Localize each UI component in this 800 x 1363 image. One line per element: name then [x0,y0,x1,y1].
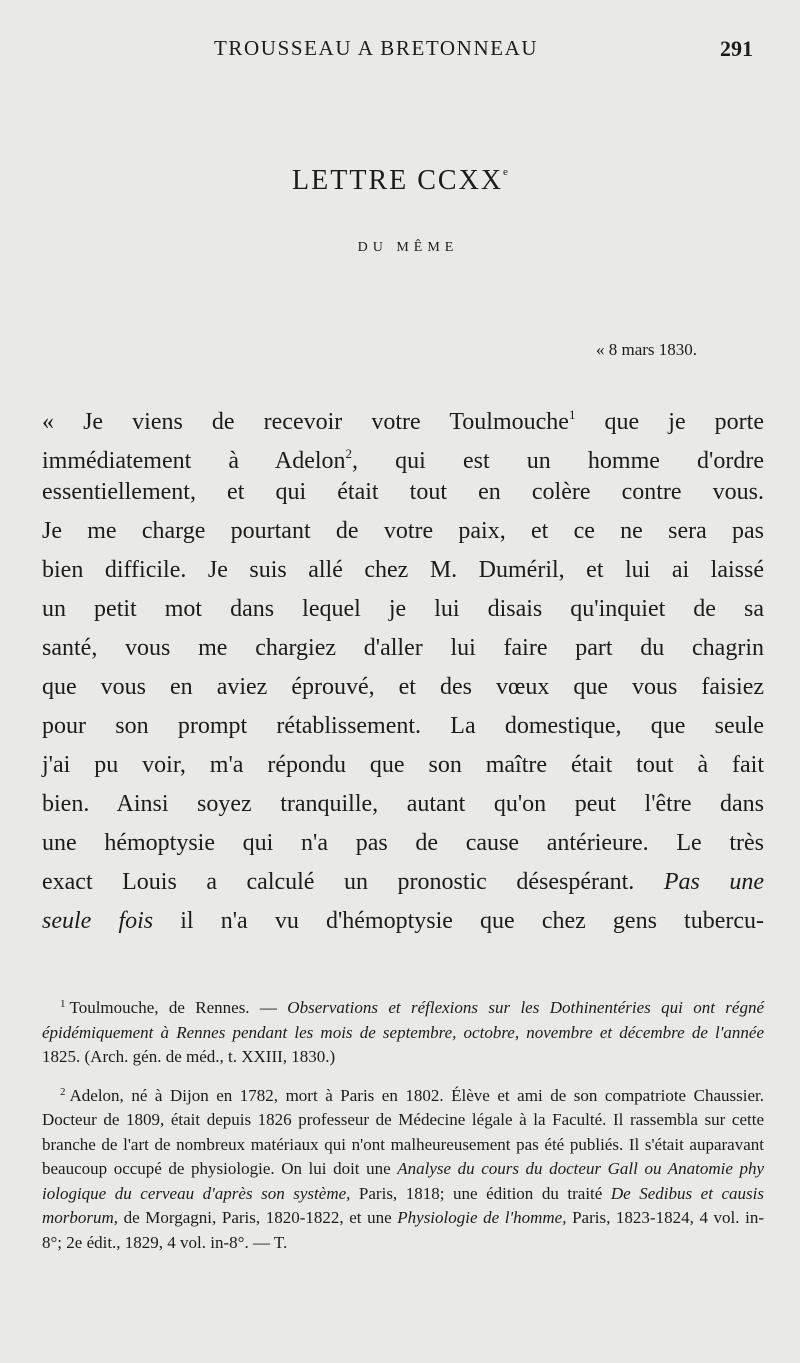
body-line: Je me charge pourtant de votre paix, et ce ne sera pas [42,518,764,544]
running-title: TROUSSEAU A BRETONNEAU [214,36,539,60]
body-line: santé, vous me chargiez d'aller lui faire part du chagrin [42,635,764,661]
body-line [42,434,764,473]
footnote-2 [42,1080,764,1256]
footnote-1 [42,992,764,1070]
body-line: que vous en aviez éprouvé, et des vœux que vous faisiez [42,674,764,700]
footnote-italic: Analyse du cours du docteur Gall ou Anatomie phy iologique du cerveau d'après son système, [42,1159,764,1203]
body-text-span: que je porte [575,409,764,435]
letter-sender: DU MÊME [357,240,459,255]
body-line: j'ai pu voir, m'a répondu que son maître était tout à fait [42,752,764,778]
letter-title-superscript: e [503,166,508,178]
footnote-italic: De Sedibus et causis morborum, [42,1183,764,1227]
body-line [42,863,764,902]
page-number: 291 [720,36,753,61]
footnote-italic: Physiologie de l'homme, [397,1208,567,1227]
body-line [42,902,764,941]
footnote-ref-2: 2 [345,446,353,461]
body-text-span: , qui est un homme d'ordre [352,448,765,474]
footnote-italic: Observations et réflexions sur les Dothinentéries qui ont régné épidémiquement à Rennes pendant les mois de septembre, octobre, novembre et décembre de l'année [42,998,764,1042]
body-line: bien. Ainsi soyez tranquille, autant qu'on peut l'être dans [42,791,764,817]
footnote-mark: 2 [60,1085,66,1098]
footnote-mark: 1 [60,998,66,1010]
body-text-span: il n'a vu d'hémoptysie que chez gens tubercu- [153,908,764,934]
body-line [42,395,764,434]
letter-title-text: LETTRE CCXX [292,165,504,196]
footnote-ref-1: 1 [568,407,576,422]
body-line: bien difficile. Je suis allé chez M. Duméril, et lui ai laissé [42,557,764,583]
running-head [0,36,800,66]
body-line: pour son prompt rétablissement. La domestique, que seule [42,713,764,739]
body-text-span: exact Louis a calculé un pronostic désespérant. [42,869,664,895]
body-italic-span: seule fois [42,908,154,934]
footnote-text: Toulmouche, de Rennes. — [69,998,288,1017]
footnotes [42,992,764,1265]
body-line: essentiellement, et qui était tout en colère contre vous. [42,479,764,505]
body-line: un petit mot dans lequel je lui disais qu'inquiet de sa [42,596,764,622]
footnote-text: Adelon, né à Dijon en 1782, mort à Paris en 1802. Élève et ami de son compatriote Chaussier. Docteur de 1809, était depuis 1826 professeur de Médecine légale à la Faculté. Il rassembla sur cette branche de l'art de nombreux matériaux qui n'ont malheureusement pas été publiés. Il s'était auparavant beaucoup occupé de physiologie. On lui doit une [42,1085,764,1178]
letter-title [0,165,800,197]
body-italic-span: Pas une [663,869,764,895]
body-line: une hémoptysie qui n'a pas de cause antérieure. Le très [42,830,764,856]
footnote-text: de Morgagni, Paris, 1820-1822, et une [118,1208,398,1227]
footnote-text: Paris, 1823-1824, 4 vol. in-8°; 2e édit., 1829, 4 vol. in-8°. — T. [42,1208,764,1252]
letter-body [42,395,764,941]
footnote-text: Paris, 1818; une édition du traité [350,1183,611,1203]
footnote-text: 1825. (Arch. gén. de méd., t. XXIII, 1830.) [42,1047,336,1066]
body-text-span: « Je viens de recevoir votre Toulmouche [42,409,569,435]
letter-date: « 8 mars 1830. [596,340,698,359]
body-text-span: immédiatement à Adelon [42,448,346,474]
